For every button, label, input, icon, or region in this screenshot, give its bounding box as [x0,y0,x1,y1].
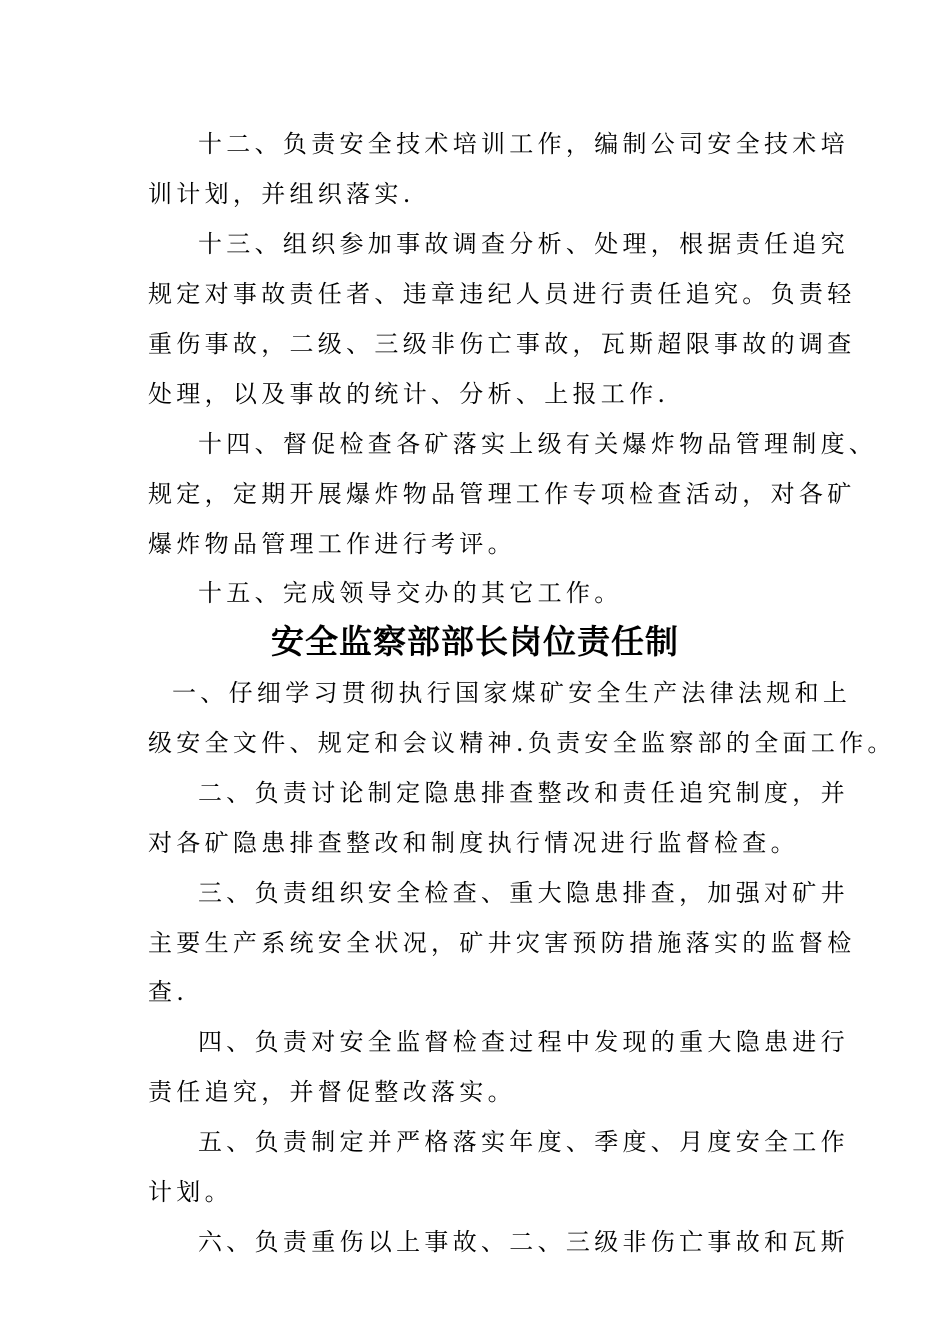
item-2-line-2: 对各矿隐患排查整改和制度执行情况进行监督检查。 [148,829,799,857]
paragraph-14-line-1: 十四、督促检查各矿落实上级有关爆炸物品管理制度、 [198,430,878,458]
paragraph-12-line-1: 十二、负责安全技术培训工作，编制公司安全技术培 [198,130,849,158]
item-3-line-1: 三、负责组织安全检查、重大隐患排查，加强对矿井 [198,879,849,907]
item-3-line-2: 主要生产系统安全状况，矿井灾害预防措施落实的监督检 [148,929,856,957]
item-2-line-1: 二、负责讨论制定隐患排查整改和责任追究制度，并 [198,779,849,807]
paragraph-13-line-4: 处理，以及事故的统计、分析、上报工作. [148,380,670,408]
item-1-line-2: 级安全文件、规定和会议精神.负责安全监察部的全面工作。 [148,729,896,757]
item-4-line-2: 责任追究，并督促整改落实。 [148,1078,516,1106]
paragraph-13-line-1: 十三、组织参加事故调查分析、处理，根据责任追究 [198,230,849,258]
item-4-line-1: 四、负责对安全监督检查过程中发现的重大隐患进行 [198,1028,849,1056]
item-5-line-2: 计划。 [148,1178,233,1206]
paragraph-13-line-2: 规定对事故责任者、违章违纪人员进行责任追究。负责轻 [148,280,856,308]
section-title: 安全监察部部长岗位责任制 [271,622,679,661]
paragraph-14-line-3: 爆炸物品管理工作进行考评。 [148,530,516,558]
item-3-line-3: 查. [148,978,189,1006]
paragraph-14-line-2: 规定，定期开展爆炸物品管理工作专项检查活动，对各矿 [148,480,856,508]
item-6-line-1: 六、负责重伤以上事故、二、三级非伤亡事故和瓦斯 [198,1228,849,1256]
paragraph-13-line-3: 重伤事故，二级、三级非伤亡事故，瓦斯超限事故的调查 [148,330,856,358]
item-5-line-1: 五、负责制定并严格落实年度、季度、月度安全工作 [198,1128,849,1156]
paragraph-12-line-2: 训计划，并组织落实. [148,180,415,208]
item-1-line-1: 一、仔细学习贯彻执行国家煤矿安全生产法律法规和上 [172,679,852,707]
paragraph-15-line-1: 十五、完成领导交办的其它工作。 [198,579,623,607]
